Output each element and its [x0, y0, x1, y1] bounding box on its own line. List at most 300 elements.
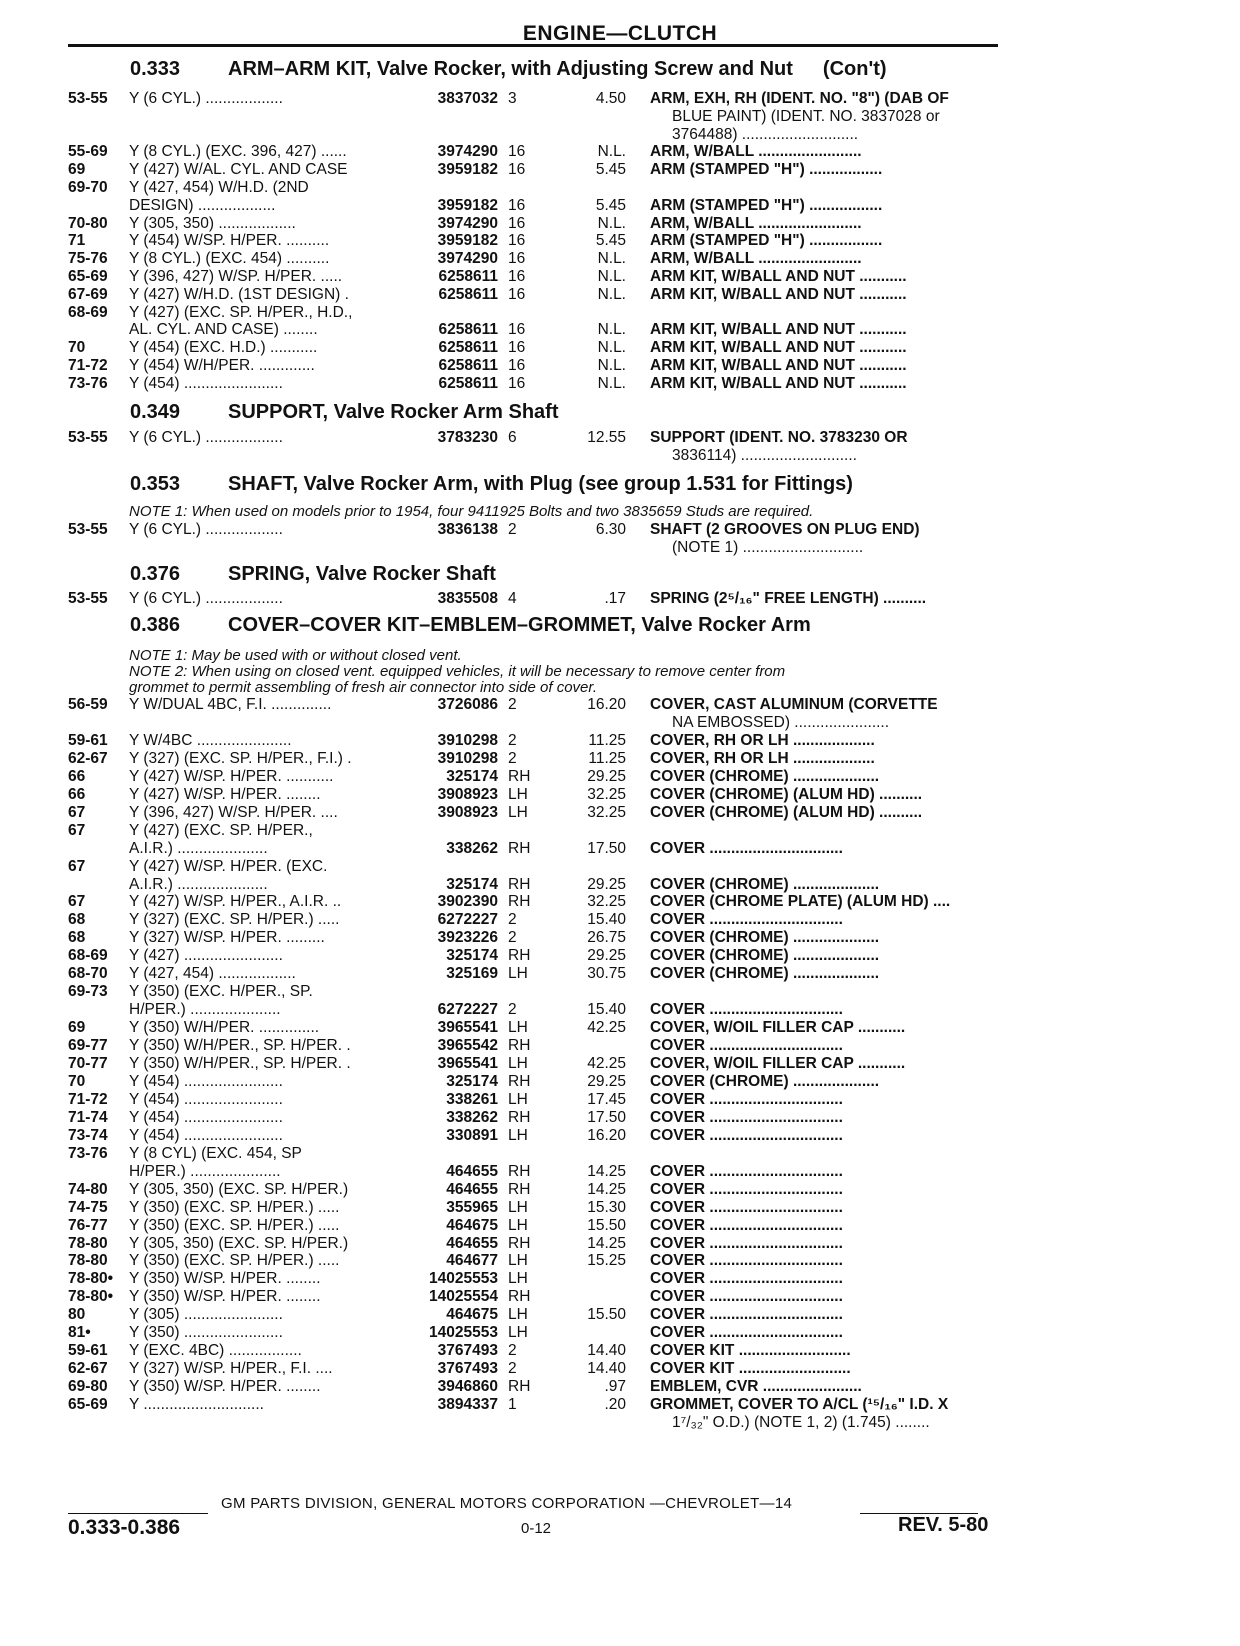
parts-year-cell: 53-55 — [68, 90, 108, 107]
section-title: COVER–COVER KIT–EMBLEM–GROMMET, Valve Rocker Arm — [228, 614, 811, 636]
parts-year-cell: 75-76 — [68, 250, 108, 267]
parts-qty-cell: RH — [508, 876, 531, 893]
parts-part-cell: 338262 — [446, 840, 498, 857]
parts-price-cell: 15.25 — [587, 1252, 626, 1269]
parts-year-cell: 78-80 — [68, 1252, 108, 1269]
parts-qty-cell: RH — [508, 1235, 531, 1252]
parts-row — [0, 1342, 1240, 1360]
parts-qty-cell: LH — [508, 1127, 528, 1144]
parts-desc-cell: COVER ............................... — [650, 911, 843, 928]
section-heading — [130, 614, 811, 637]
parts-price-cell: 15.50 — [587, 1217, 626, 1234]
parts-model-cell: Y (396, 427) W/SP. H/PER. .... — [129, 804, 338, 821]
parts-model-cell: DESIGN) .................. — [129, 197, 276, 214]
parts-part-cell: 3908923 — [437, 786, 498, 803]
parts-desc-cell: ARM, W/BALL ........................ — [650, 250, 862, 267]
section-number: 0.386 — [130, 614, 181, 636]
parts-row — [0, 1396, 1240, 1414]
parts-row — [0, 1037, 1240, 1055]
parts-price-cell: N.L. — [597, 339, 626, 356]
parts-qty-cell: 16 — [508, 375, 526, 392]
parts-part-cell: 6258611 — [438, 321, 498, 338]
parts-model-cell: Y (8 CYL) (EXC. 454, SP — [129, 1145, 302, 1162]
parts-price-cell: 6.30 — [595, 521, 626, 538]
section-title: SPRING, Valve Rocker Shaft — [228, 563, 496, 585]
parts-model-cell: Y (350) (EXC. SP. H/PER.) ..... — [129, 1217, 340, 1234]
parts-price-cell: N.L. — [597, 375, 626, 392]
parts-qty-cell: 2 — [508, 1360, 517, 1377]
parts-desc-cell: ARM KIT, W/BALL AND NUT ........... — [650, 268, 907, 285]
section-note: NOTE 1: May be used with or without closed vent. — [129, 647, 462, 664]
parts-desc-cell: COVER ............................... — [650, 1091, 843, 1108]
parts-desc-cell: ARM KIT, W/BALL AND NUT ........... — [650, 375, 907, 392]
parts-model-cell: Y (6 CYL.) .................. — [129, 521, 283, 538]
parts-price-cell: .17 — [604, 590, 626, 607]
parts-part-cell: 3974290 — [437, 143, 498, 160]
parts-part-cell: 3835508 — [437, 590, 498, 607]
parts-row — [0, 1306, 1240, 1324]
parts-desc-cell: BLUE PAINT) (IDENT. NO. 3837028 or — [672, 108, 940, 125]
parts-price-cell: 29.25 — [587, 947, 626, 964]
parts-model-cell: Y (427) W/H.D. (1ST DESIGN) . — [129, 286, 349, 303]
parts-row — [0, 714, 1240, 732]
parts-part-cell: 355965 — [446, 1199, 498, 1216]
parts-desc-cell: ARM (STAMPED "H") ................. — [650, 197, 883, 214]
parts-row — [0, 1127, 1240, 1145]
parts-qty-cell: RH — [508, 1288, 531, 1305]
parts-model-cell: Y (350) W/H/PER. .............. — [129, 1019, 320, 1036]
parts-year-cell: 73-74 — [68, 1127, 108, 1144]
parts-price-cell: 14.25 — [587, 1163, 626, 1180]
parts-desc-cell: COVER ............................... — [650, 1306, 843, 1323]
parts-qty-cell: 4 — [508, 590, 517, 607]
parts-year-cell: 68-70 — [68, 965, 108, 982]
parts-row — [0, 840, 1240, 858]
parts-row — [0, 1270, 1240, 1288]
parts-model-cell: Y (8 CYL.) (EXC. 396, 427) ...... — [129, 143, 347, 160]
parts-year-cell: 53-55 — [68, 521, 108, 538]
parts-part-cell: 3902390 — [437, 893, 498, 910]
parts-model-cell: Y (305, 350) .................. — [129, 215, 296, 232]
parts-part-cell: 3836138 — [437, 521, 498, 538]
parts-part-cell: 3783230 — [437, 429, 498, 446]
parts-part-cell: 6258611 — [438, 286, 498, 303]
parts-model-cell: Y (350) ....................... — [129, 1324, 283, 1341]
parts-model-cell: Y (427) W/SP. H/PER., A.I.R. .. — [129, 893, 342, 910]
parts-model-cell: Y (327) (EXC. SP. H/PER.) ..... — [129, 911, 340, 928]
parts-year-cell: 76-77 — [68, 1217, 108, 1234]
parts-qty-cell: LH — [508, 1217, 528, 1234]
parts-part-cell: 6272227 — [437, 911, 498, 928]
parts-part-cell: 3965541 — [437, 1019, 498, 1036]
parts-model-cell: Y (427) W/SP. H/PER. (EXC. — [129, 858, 328, 875]
parts-row — [0, 161, 1240, 179]
parts-price-cell: 14.25 — [587, 1181, 626, 1198]
parts-price-cell: 16.20 — [587, 1127, 626, 1144]
parts-row — [0, 1217, 1240, 1235]
parts-part-cell: 6272227 — [437, 1001, 498, 1018]
parts-qty-cell: LH — [508, 1324, 528, 1341]
parts-year-cell: 81• — [68, 1324, 91, 1341]
parts-qty-cell: LH — [508, 1270, 528, 1287]
parts-price-cell: 29.25 — [587, 876, 626, 893]
header-rule — [68, 44, 998, 47]
parts-model-cell: Y (350) W/SP. H/PER. ........ — [129, 1270, 321, 1287]
parts-price-cell: 15.50 — [587, 1306, 626, 1323]
parts-part-cell: 330891 — [446, 1127, 498, 1144]
parts-part-cell: 3965542 — [437, 1037, 498, 1054]
parts-year-cell: 68 — [68, 929, 86, 946]
parts-price-cell: 32.25 — [587, 893, 626, 910]
parts-year-cell: 68-69 — [68, 304, 108, 321]
parts-price-cell: 5.45 — [595, 161, 626, 178]
parts-qty-cell: RH — [508, 1181, 531, 1198]
parts-year-cell: 80 — [68, 1306, 86, 1323]
parts-row — [0, 822, 1240, 840]
parts-row — [0, 1181, 1240, 1199]
parts-row — [0, 521, 1240, 539]
parts-model-cell: Y (350) W/SP. H/PER. ........ — [129, 1288, 321, 1305]
parts-row — [0, 108, 1240, 126]
parts-row — [0, 321, 1240, 339]
parts-part-cell: 14025553 — [429, 1324, 498, 1341]
parts-year-cell: 67-69 — [68, 286, 108, 303]
parts-model-cell: Y (350) (EXC. H/PER., SP. — [129, 983, 313, 1000]
parts-year-cell: 70 — [68, 339, 86, 356]
section-title: ARM–ARM KIT, Valve Rocker, with Adjusting Screw and Nut — [228, 58, 793, 80]
parts-qty-cell: 16 — [508, 143, 526, 160]
parts-year-cell: 71-74 — [68, 1109, 108, 1126]
parts-row — [0, 1235, 1240, 1253]
parts-year-cell: 70-77 — [68, 1055, 108, 1072]
parts-row — [0, 965, 1240, 983]
parts-desc-cell: COVER (CHROME) (ALUM HD) .......... — [650, 804, 923, 821]
parts-desc-cell: COVER (CHROME) .................... — [650, 768, 880, 785]
parts-model-cell: Y (305) ....................... — [129, 1306, 283, 1323]
parts-part-cell: 6258611 — [438, 339, 498, 356]
parts-price-cell: 5.45 — [595, 232, 626, 249]
parts-part-cell: 464655 — [446, 1163, 498, 1180]
parts-part-cell: 3837032 — [437, 90, 498, 107]
parts-desc-cell: COVER ............................... — [650, 1127, 843, 1144]
parts-part-cell: 338262 — [446, 1109, 498, 1126]
parts-desc-cell: ARM, W/BALL ........................ — [650, 215, 862, 232]
parts-row — [0, 947, 1240, 965]
parts-model-cell: Y (EXC. 4BC) ................. — [129, 1342, 302, 1359]
parts-price-cell: 29.25 — [587, 1073, 626, 1090]
parts-part-cell: 3974290 — [437, 250, 498, 267]
parts-year-cell: 73-76 — [68, 1145, 108, 1162]
section-heading — [130, 401, 559, 424]
section-number: 0.353 — [130, 473, 181, 495]
parts-row — [0, 1378, 1240, 1396]
parts-price-cell: N.L. — [597, 268, 626, 285]
parts-qty-cell: 2 — [508, 750, 517, 767]
parts-price-cell: .20 — [604, 1396, 626, 1413]
parts-qty-cell: LH — [508, 1091, 528, 1108]
parts-qty-cell: LH — [508, 1252, 528, 1269]
parts-row — [0, 268, 1240, 286]
parts-model-cell: Y (454) ....................... — [129, 1073, 283, 1090]
parts-model-cell: Y (327) W/SP. H/PER., F.I. .... — [129, 1360, 333, 1377]
parts-year-cell: 67 — [68, 804, 86, 821]
parts-model-cell: Y (454) ....................... — [129, 375, 283, 392]
parts-row — [0, 1288, 1240, 1306]
parts-row — [0, 1360, 1240, 1378]
parts-desc-cell: COVER ............................... — [650, 1217, 843, 1234]
parts-year-cell: 53-55 — [68, 429, 108, 446]
parts-year-cell: 62-67 — [68, 750, 108, 767]
parts-desc-cell: EMBLEM, CVR ....................... — [650, 1378, 862, 1395]
parts-desc-cell: COVER (CHROME) .................... — [650, 876, 880, 893]
parts-desc-cell: COVER ............................... — [650, 1252, 843, 1269]
parts-desc-cell: ARM KIT, W/BALL AND NUT ........... — [650, 321, 907, 338]
parts-desc-cell: COVER ............................... — [650, 1270, 843, 1287]
parts-price-cell: 16.20 — [587, 696, 626, 713]
parts-price-cell: 17.50 — [587, 1109, 626, 1126]
parts-model-cell: Y (6 CYL.) .................. — [129, 429, 283, 446]
parts-desc-cell: COVER ............................... — [650, 1163, 843, 1180]
parts-model-cell: H/PER.) ..................... — [129, 1001, 281, 1018]
parts-row — [0, 804, 1240, 822]
parts-qty-cell: RH — [508, 1037, 531, 1054]
parts-price-cell: 14.25 — [587, 1235, 626, 1252]
footer-revision: REV. 5-80 — [898, 1514, 989, 1536]
parts-price-cell: 4.50 — [595, 90, 626, 107]
parts-qty-cell: RH — [508, 1163, 531, 1180]
parts-year-cell: 73-76 — [68, 375, 108, 392]
parts-year-cell: 68-69 — [68, 947, 108, 964]
parts-qty-cell: 2 — [508, 521, 517, 538]
parts-desc-cell: COVER KIT .......................... — [650, 1342, 851, 1359]
parts-row — [0, 143, 1240, 161]
parts-price-cell: 15.40 — [587, 911, 626, 928]
parts-model-cell: Y (350) (EXC. SP. H/PER.) ..... — [129, 1199, 340, 1216]
parts-price-cell: N.L. — [597, 143, 626, 160]
parts-desc-cell: COVER ............................... — [650, 1235, 843, 1252]
parts-year-cell: 78-80• — [68, 1288, 114, 1305]
parts-model-cell: Y (427, 454) .................. — [129, 965, 296, 982]
parts-qty-cell: RH — [508, 947, 531, 964]
parts-model-cell: Y (427) (EXC. SP. H/PER., — [129, 822, 313, 839]
parts-part-cell: 3908923 — [437, 804, 498, 821]
parts-desc-cell: COVER, CAST ALUMINUM (CORVETTE — [650, 696, 938, 713]
section-title: SUPPORT, Valve Rocker Arm Shaft — [228, 401, 559, 423]
parts-price-cell: 11.25 — [588, 750, 626, 767]
parts-model-cell: Y (454) W/H/PER. ............. — [129, 357, 315, 374]
parts-year-cell: 71 — [68, 232, 86, 249]
parts-part-cell: 3959182 — [437, 161, 498, 178]
parts-part-cell: 3726086 — [437, 696, 498, 713]
parts-row — [0, 126, 1240, 144]
parts-row — [0, 429, 1240, 447]
parts-year-cell: 74-75 — [68, 1199, 108, 1216]
parts-qty-cell: LH — [508, 1199, 528, 1216]
parts-year-cell: 78-80• — [68, 1270, 114, 1287]
parts-model-cell: Y (305, 350) (EXC. SP. H/PER.) — [129, 1235, 349, 1252]
parts-year-cell: 53-55 — [68, 590, 108, 607]
parts-qty-cell: 16 — [508, 161, 526, 178]
parts-year-cell: 66 — [68, 786, 86, 803]
parts-desc-cell: COVER (CHROME) .................... — [650, 1073, 880, 1090]
parts-row — [0, 1199, 1240, 1217]
parts-model-cell: Y (350) W/H/PER., SP. H/PER. . — [129, 1037, 351, 1054]
parts-qty-cell: 16 — [508, 197, 526, 214]
parts-row — [0, 1163, 1240, 1181]
parts-qty-cell: 2 — [508, 1001, 517, 1018]
parts-qty-cell: 6 — [508, 429, 517, 446]
parts-qty-cell: RH — [508, 1073, 531, 1090]
parts-row — [0, 539, 1240, 557]
parts-row — [0, 1145, 1240, 1163]
parts-part-cell: 325174 — [446, 947, 498, 964]
footer-group-range: 0.333-0.386 — [68, 1516, 181, 1539]
parts-model-cell: Y (427) (EXC. SP. H/PER., H.D., — [129, 304, 353, 321]
parts-model-cell: Y (327) W/SP. H/PER. ......... — [129, 929, 325, 946]
parts-price-cell: 15.40 — [587, 1001, 626, 1018]
parts-part-cell: 464675 — [446, 1306, 498, 1323]
parts-year-cell: 69-73 — [68, 983, 108, 1000]
parts-part-cell: 3923226 — [437, 929, 498, 946]
parts-qty-cell: RH — [508, 1109, 531, 1126]
parts-desc-cell: COVER (CHROME) (ALUM HD) .......... — [650, 786, 923, 803]
parts-row — [0, 304, 1240, 322]
parts-qty-cell: RH — [508, 768, 531, 785]
parts-row — [0, 1324, 1240, 1342]
parts-desc-cell: ARM (STAMPED "H") ................. — [650, 161, 883, 178]
parts-row — [0, 1414, 1240, 1432]
parts-desc-cell: COVER (CHROME) .................... — [650, 929, 880, 946]
parts-year-cell: 56-59 — [68, 696, 108, 713]
parts-desc-cell: NA EMBOSSED) ...................... — [672, 714, 890, 731]
parts-desc-cell: COVER (CHROME PLATE) (ALUM HD) .... — [650, 893, 951, 910]
parts-model-cell: Y W/DUAL 4BC, F.I. .............. — [129, 696, 332, 713]
parts-row — [0, 750, 1240, 768]
parts-desc-cell: COVER, RH OR LH ................... — [650, 732, 875, 749]
parts-part-cell: 3959182 — [437, 197, 498, 214]
parts-qty-cell: 16 — [508, 339, 526, 356]
parts-year-cell: 71-72 — [68, 357, 108, 374]
parts-price-cell: 42.25 — [587, 1055, 626, 1072]
parts-row — [0, 1019, 1240, 1037]
parts-desc-cell: COVER ............................... — [650, 840, 843, 857]
parts-year-cell: 65-69 — [68, 268, 108, 285]
parts-model-cell: Y (427) ....................... — [129, 947, 283, 964]
parts-row — [0, 339, 1240, 357]
parts-qty-cell: RH — [508, 1378, 531, 1395]
parts-year-cell: 69-77 — [68, 1037, 108, 1054]
parts-year-cell: 67 — [68, 822, 86, 839]
parts-desc-cell: COVER ............................... — [650, 1181, 843, 1198]
parts-model-cell: Y (454) (EXC. H.D.) ........... — [129, 339, 318, 356]
parts-part-cell: 325174 — [446, 876, 498, 893]
parts-price-cell: 32.25 — [587, 804, 626, 821]
parts-price-cell: 29.25 — [587, 768, 626, 785]
parts-row — [0, 768, 1240, 786]
parts-row — [0, 215, 1240, 233]
parts-year-cell: 65-69 — [68, 1396, 108, 1413]
parts-row — [0, 1001, 1240, 1019]
parts-row — [0, 786, 1240, 804]
parts-qty-cell: 16 — [508, 250, 526, 267]
parts-part-cell: 3965541 — [437, 1055, 498, 1072]
parts-model-cell: Y (454) ....................... — [129, 1109, 283, 1126]
parts-qty-cell: LH — [508, 786, 528, 803]
parts-model-cell: Y (350) W/SP. H/PER. ........ — [129, 1378, 321, 1395]
parts-qty-cell: LH — [508, 965, 528, 982]
parts-year-cell: 66 — [68, 768, 86, 785]
parts-row — [0, 197, 1240, 215]
parts-desc-cell: SHAFT (2 GROOVES ON PLUG END) — [650, 521, 920, 538]
parts-desc-cell: COVER (CHROME) .................... — [650, 947, 880, 964]
parts-year-cell: 59-61 — [68, 732, 108, 749]
parts-row — [0, 286, 1240, 304]
parts-desc-cell: ARM KIT, W/BALL AND NUT ........... — [650, 286, 907, 303]
parts-year-cell: 68 — [68, 911, 86, 928]
parts-model-cell: H/PER.) ..................... — [129, 1163, 281, 1180]
parts-model-cell: Y (454) ....................... — [129, 1091, 283, 1108]
parts-row — [0, 590, 1240, 608]
parts-desc-cell: 1⁷/₃₂" O.D.) (NOTE 1, 2) (1.745) ........ — [672, 1414, 930, 1431]
parts-year-cell: 69-70 — [68, 179, 108, 196]
parts-model-cell: Y (454) W/SP. H/PER. .......... — [129, 232, 330, 249]
parts-row — [0, 447, 1240, 465]
footer-rule-left — [68, 1513, 208, 1514]
section-continued-label: (Con't) — [822, 58, 887, 80]
section-number: 0.349 — [130, 401, 181, 423]
parts-part-cell: 3959182 — [437, 232, 498, 249]
parts-year-cell: 67 — [68, 893, 86, 910]
parts-desc-cell: GROMMET, COVER TO A/CL (¹⁵/₁₆" I.D. X — [650, 1396, 949, 1413]
parts-qty-cell: LH — [508, 1306, 528, 1323]
parts-row — [0, 929, 1240, 947]
parts-qty-cell: 16 — [508, 268, 526, 285]
parts-row — [0, 357, 1240, 375]
parts-row — [0, 1073, 1240, 1091]
parts-part-cell: 325174 — [446, 768, 498, 785]
parts-qty-cell: 1 — [508, 1396, 517, 1413]
parts-qty-cell: 3 — [508, 90, 517, 107]
parts-part-cell: 3910298 — [437, 750, 498, 767]
parts-row — [0, 876, 1240, 894]
parts-row — [0, 1109, 1240, 1127]
parts-row — [0, 232, 1240, 250]
parts-price-cell: 42.25 — [587, 1019, 626, 1036]
parts-desc-cell: COVER ............................... — [650, 1037, 843, 1054]
parts-year-cell: 69 — [68, 1019, 86, 1036]
section-heading — [130, 563, 496, 586]
parts-year-cell: 70 — [68, 1073, 86, 1090]
parts-price-cell: 15.30 — [587, 1199, 626, 1216]
parts-model-cell: Y (427, 454) W/H.D. (2ND — [129, 179, 309, 196]
parts-row — [0, 1055, 1240, 1073]
parts-desc-cell: ARM KIT, W/BALL AND NUT ........... — [650, 357, 907, 374]
section-note: NOTE 1: When used on models prior to 1954, four 9411925 Bolts and two 3835659 Studs are required. — [129, 503, 814, 520]
parts-year-cell: 55-69 — [68, 143, 108, 160]
parts-price-cell: 11.25 — [588, 732, 626, 749]
parts-desc-cell: ARM, EXH, RH (IDENT. NO. "8") (DAB OF — [650, 90, 949, 107]
parts-part-cell: 3894337 — [437, 1396, 498, 1413]
parts-part-cell: 464655 — [446, 1181, 498, 1198]
page-header: ENGINE—CLUTCH — [522, 22, 718, 45]
parts-model-cell: AL. CYL. AND CASE) ........ — [129, 321, 318, 338]
parts-part-cell: 3767493 — [437, 1360, 498, 1377]
parts-desc-cell: COVER (CHROME) .................... — [650, 965, 880, 982]
parts-desc-cell: ARM (STAMPED "H") ................. — [650, 232, 883, 249]
parts-year-cell: 69-80 — [68, 1378, 108, 1395]
footer-publisher: GM PARTS DIVISION, GENERAL MOTORS CORPORATION —CHEVROLET—14 — [221, 1495, 793, 1512]
parts-model-cell: Y (454) ....................... — [129, 1127, 283, 1144]
